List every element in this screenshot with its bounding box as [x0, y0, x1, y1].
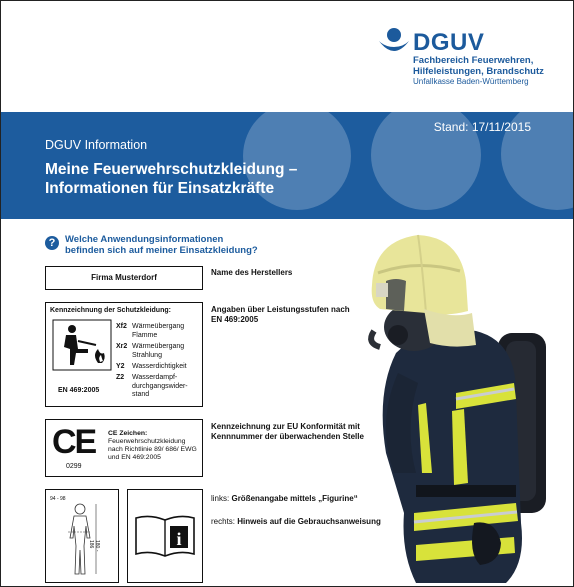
code-row: Y2 Wasserdichtigkeit: [116, 363, 187, 370]
page-title: Meine Feuerwehrschutzkleidung – Informationen für Einsatzkräfte: [45, 161, 298, 197]
marking-desc: Angaben über Leistungsstufen nach EN 469:2005: [211, 305, 350, 324]
question-icon: ?: [45, 236, 59, 250]
firefighter-pictogram-icon: [52, 319, 112, 371]
doc-type-label: DGUV Information: [45, 138, 148, 152]
ce-label-box: [45, 419, 203, 477]
logo-word: DGUV: [413, 29, 485, 56]
norm-label: EN 469:2005: [58, 387, 100, 394]
question-heading: Welche Anwendungsinformationen befinden sich auf meiner Einsatzkleidung?: [65, 234, 258, 256]
manufacturer-name: Firma Musterdorf: [91, 273, 157, 282]
manual-desc: rechts: Hinweis auf die Gebrauchsanweisung: [211, 517, 381, 526]
dguv-logo-icon: [377, 27, 411, 57]
firefighter-photo: [356, 223, 566, 583]
manufacturer-label-box: [45, 266, 203, 290]
figurine-box: [45, 489, 119, 583]
manual-box: [127, 489, 203, 583]
instruction-book-icon: [134, 514, 196, 558]
marking-heading: Kennzeichnung der Schutzkleidung:: [50, 307, 171, 314]
date-label: Stand: 17/11/2015: [433, 120, 531, 134]
code-row: Xf2 Wärmeübergang Flamme: [116, 323, 185, 339]
marking-label-box: [45, 302, 203, 407]
figurine-side-measure: 180 - 186: [88, 540, 100, 552]
code-row: Z2 Wasserdampf-durchgangswider-stand: [116, 374, 188, 398]
title-band: [1, 112, 573, 219]
manufacturer-desc: Name des Herstellers: [211, 268, 293, 277]
ce-text: CE Zeichen: Feuerwehrschutzkleidung nach Richtlinie 89/ 686/ EWG und EN 469:2005: [108, 430, 197, 461]
org-subname: Unfallkasse Baden-Württemberg: [413, 77, 529, 86]
ce-mark-icon: CE: [52, 423, 96, 461]
figurine-top-measure: 94 - 98: [50, 496, 66, 502]
info-icon: i: [176, 529, 182, 549]
ce-number: 0299: [66, 463, 82, 470]
figurine-desc: links: Größenangabe mittels „Figurine“: [211, 494, 358, 503]
org-name: Fachbereich Feuerwehren, Hilfeleistungen, Brandschutz: [413, 55, 544, 77]
ce-desc: Kennzeichnung zur EU Konformität mit Kennnummer der überwachenden Stelle: [211, 422, 364, 441]
code-row: Xr2 Wärmeübergang Strahlung: [116, 343, 185, 359]
